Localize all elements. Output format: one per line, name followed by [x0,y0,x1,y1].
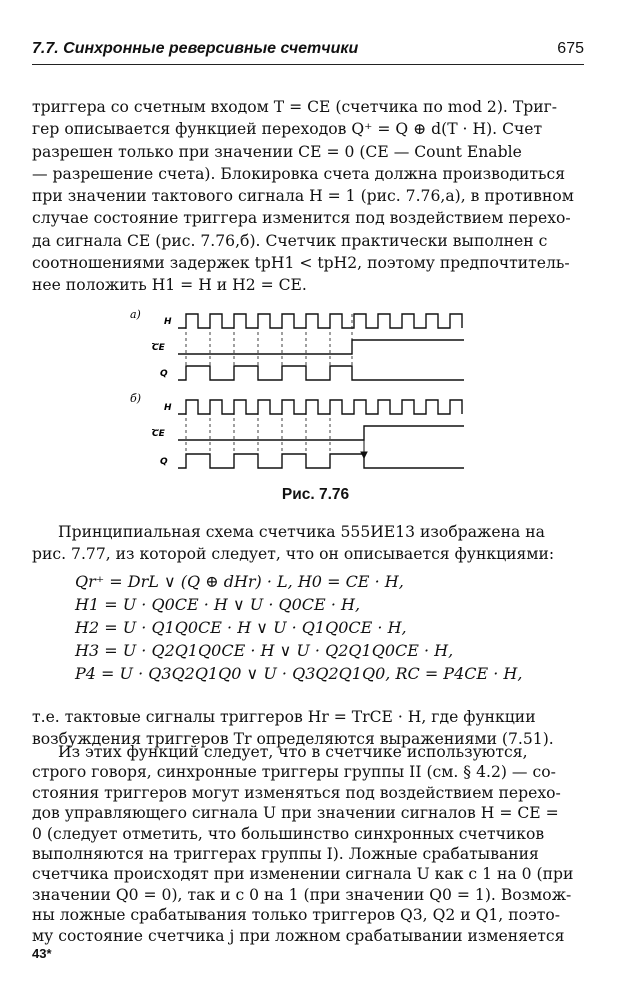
text-line: триггера со счетным входом T = CE (счетчика по mod 2). Триг- [32,98,558,116]
signal-ce-label: CE [152,429,165,439]
panel-a-label: а) [130,308,141,321]
waveform-h-a [178,314,462,328]
text-line: строго говоря, синхронные триггеры группы II (см. § 4.2) — со- [32,763,556,782]
section-title: 7.7. Синхронные реверсивные счетчики [32,40,359,57]
text-line: возбуждения триггеров Tr определяются выражениями (7.51). [32,730,554,749]
text-line: ны ложные срабатывания только триггеров Q3, Q2 и Q1, поэто- [32,906,561,925]
text-line: выполняются на триггерах группы I). Ложные срабатывания [32,845,539,864]
timing-diagram [130,306,490,486]
signal-h-label: H [164,403,172,413]
text-line: рис. 7.77, из которой следует, что он описывается функциями: [32,545,555,564]
figure-caption: Рис. 7.76 [281,486,350,503]
text-line: стояния триггеров могут изменяться под воздействием перехо- [32,783,561,802]
signal-h-label: H [164,317,172,327]
text-line: разрешен только при значении CE = 0 (CE — Count Enable [32,142,522,161]
paragraph-4 [32,742,584,946]
panel-b-label: б) [130,392,142,405]
text-line: гер описывается функцией переходов Q⁺ = Q ⊕ d(T · H). Счет [32,120,543,139]
text-line: при значении тактового сигнала H = 1 (рис. 7.76,a), в противном [32,187,574,206]
text-line: случае состояние триггера изменится под воздействием перехо- [32,209,571,228]
text-line: счетчика происходят при изменении сигнала U как с 1 на 0 (при [32,865,574,884]
waveform-q-b [178,454,464,468]
signature-mark: 43* [32,946,52,961]
text-line: нее положить H1 = H и H2 = CE. [32,276,307,295]
signal-q-label: Q [160,369,168,379]
waveform-q-a [178,366,464,380]
paragraph-1 [32,96,584,297]
text-line: Из этих функций следует, что в счетчике используются, [58,743,528,761]
formula-line: H2 = U · Q1Q0CE · H ∨ U · Q1Q0CE · H, [75,618,407,637]
text-line: — разрешение счета). Блокировка счета должна производиться [32,164,566,183]
text-line: значении Q0 = 0), так и с 0 на 1 (при значении Q0 = 1). Возмож- [32,885,572,904]
formula-block [75,570,595,685]
text-line: 0 (следует отметить, что большинство синхронных счетчиков [32,824,545,843]
text-line: соотношениями задержек tpH1 < tpH2, поэтому предпочтитель- [32,254,570,273]
transition-arrow [361,440,367,458]
text-line: т.е. тактовые сигналы триггеров Hr = TrCE · H, где функции [32,708,536,726]
signal-ce-label: CE [152,343,165,353]
text-line: му состояние счетчика j при ложном срабатывании изменяется [32,926,565,945]
waveform-ce-a [178,340,464,354]
page-number: 675 [557,40,584,57]
text-line: да сигнала CE (рис. 7.76,б). Счетчик практически выполнен с [32,231,548,250]
waveform-h-b [178,400,462,414]
formula-line: P4 = U · Q3Q2Q1Q0 ∨ U · Q3Q2Q1Q0, RC = P4CE · H, [75,664,523,683]
signal-q-label: Q [160,457,168,467]
paragraph-2 [32,521,584,566]
waveform-ce-b [178,426,464,440]
formula-line: Qr⁺ = DrL ∨ (Q ⊕ dHr) · L, H0 = CE · H, [75,572,404,591]
text-line: Принципиальная схема счетчика 555ИЕ13 изображена на [58,523,545,541]
page-header [32,40,584,65]
formula-line: H3 = U · Q2Q1Q0CE · H ∨ U · Q2Q1Q0CE · H, [75,641,454,660]
formula-line: H1 = U · Q0CE · H ∨ U · Q0CE · H, [75,595,361,614]
guide-lines-a [186,314,352,380]
text-line: дов управляющего сигнала U при значении сигналов H = CE = [32,804,559,823]
